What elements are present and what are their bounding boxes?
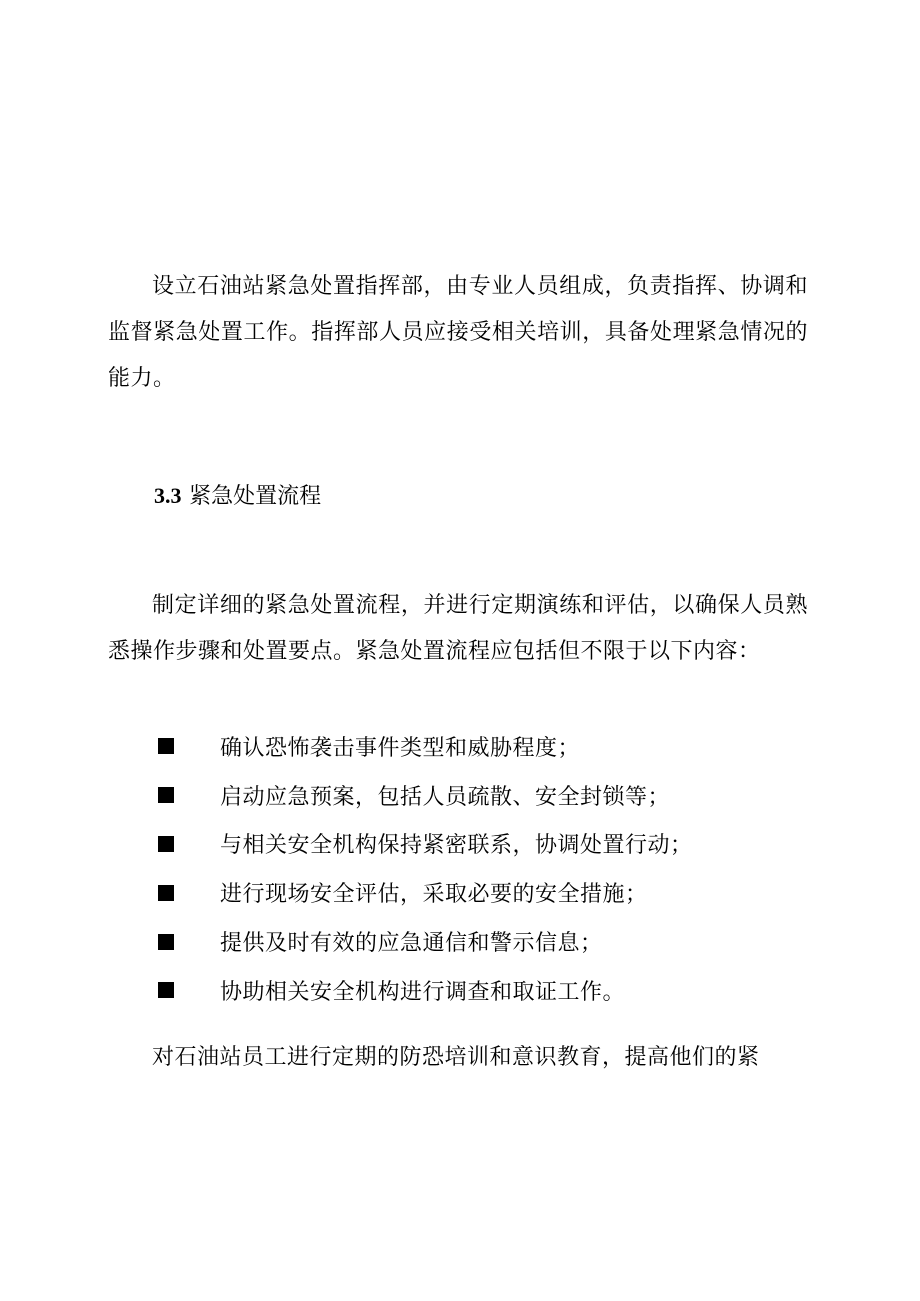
square-bullet-icon [158, 787, 174, 803]
paragraph-procedure-intro: 制定详细的紧急处置流程，并进行定期演练和评估，以确保人员熟悉操作步骤和处置要点。紧急处置流程应包括但不限于以下内容： [108, 593, 808, 664]
list-item [154, 868, 814, 917]
list-item-text: 提供及时有效的应急通信和警示信息； [220, 931, 603, 957]
square-bullet-icon [158, 982, 174, 998]
list-item-text: 协助相关安全机构进行调查和取证工作。 [220, 979, 626, 1005]
list-item [154, 771, 814, 820]
list-item-text: 确认恐怖袭击事件类型和威胁程度； [220, 735, 581, 761]
section-number: 3.3 [154, 483, 182, 508]
list-item [154, 966, 814, 1015]
list-item-text: 启动应急预案，包括人员疏散、安全封锁等； [220, 784, 671, 810]
square-bullet-icon [158, 934, 174, 950]
section-title: 紧急处置流程 [189, 484, 322, 509]
square-bullet-icon [158, 738, 174, 754]
square-bullet-icon [158, 885, 174, 901]
paragraph-training: 对石油站员工进行定期的防恐培训和意识教育，提高他们的紧 [152, 1045, 760, 1070]
list-item-text: 与相关安全机构保持紧密联系，协调处置行动； [220, 833, 693, 859]
list-item [154, 820, 814, 869]
list-item [154, 722, 814, 771]
list-item [154, 917, 814, 966]
procedure-list [154, 722, 814, 1015]
list-item-text: 进行现场安全评估，采取必要的安全措施； [220, 882, 648, 908]
paragraph-command-center: 设立石油站紧急处置指挥部，由专业人员组成，负责指挥、协调和监督紧急处置工作。指挥部人员应接受相关培训，具备处理紧急情况的能力。 [108, 274, 808, 391]
section-heading [154, 476, 321, 517]
square-bullet-icon [158, 836, 174, 852]
